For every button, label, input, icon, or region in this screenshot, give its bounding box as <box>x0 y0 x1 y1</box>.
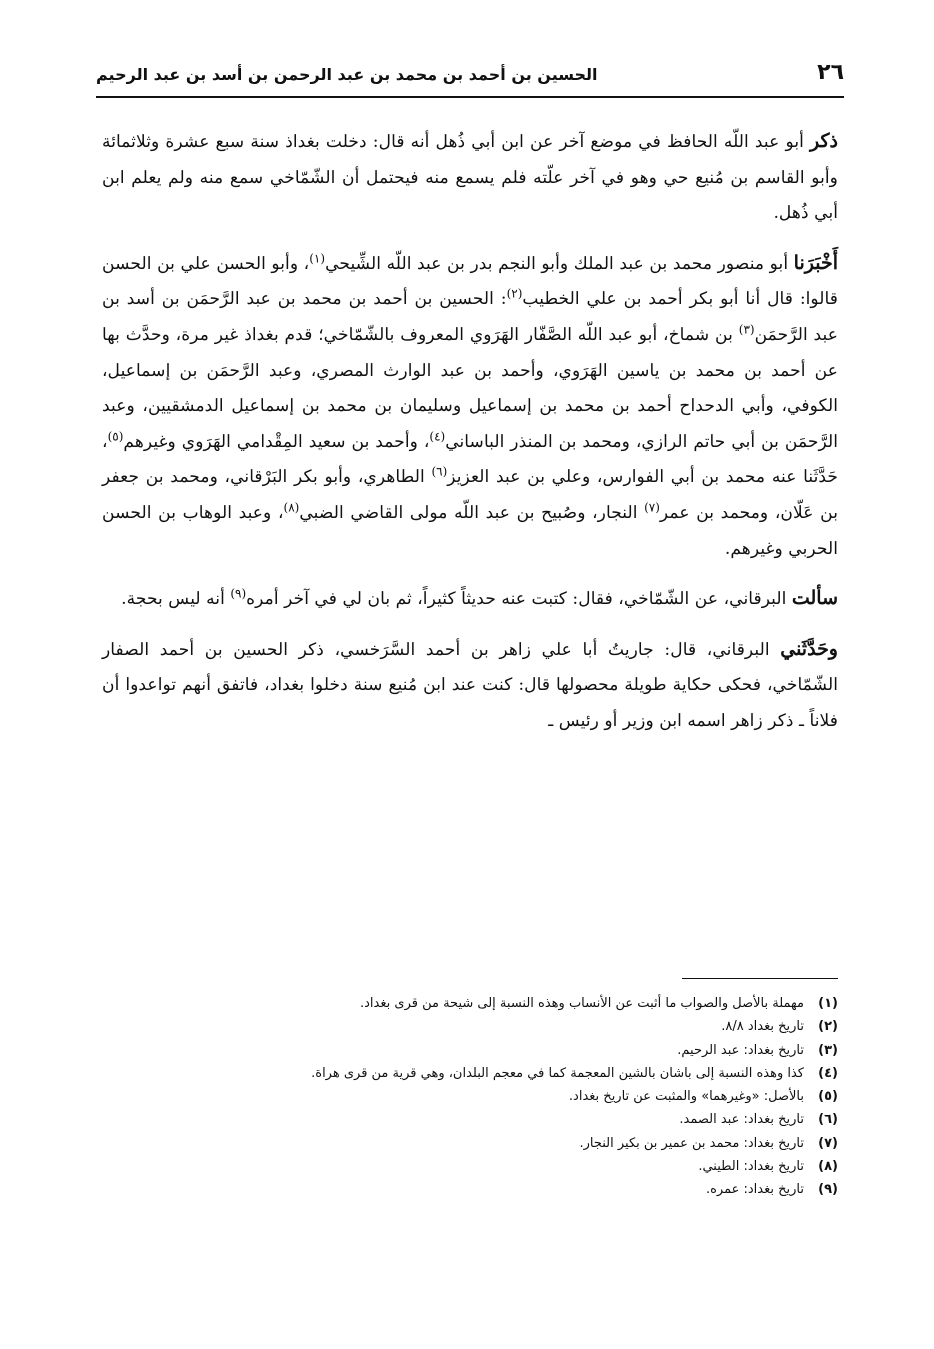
footnote-item <box>98 992 838 1015</box>
paragraph-2 <box>102 246 838 567</box>
footnote-text: تاريخ بغداد ٨/٨. <box>721 1019 804 1035</box>
footnote-number: (٥) <box>818 1089 838 1105</box>
paragraph-3 <box>102 581 838 618</box>
paragraph-text: أبو عبد اللّه الحافظ في موضع آخر عن ابن أبي ذُهل أنه قال: دخلت بغداذ سنة سبع عشرة وثلاثمائة وأبو القاسم بن مُنيع حي وهو في آخر علّته فلم يسمع منه فيحتمل أن الشّمّاخي سمع منه ولم يعلم ابن أبي ذُهل. <box>102 132 838 224</box>
footnote-number: (٧) <box>818 1135 838 1151</box>
paragraph-text: الطاهري، وأبو بكر البَرْقاني، ومحمد بن جعفر بن عَلّان، ومحمد بن عمر <box>102 467 838 523</box>
paragraph-lead-word: ذكر <box>810 130 838 152</box>
footnote-number: (٢) <box>818 1019 838 1035</box>
footnote-divider <box>682 978 838 979</box>
paragraph-1 <box>102 124 838 232</box>
footnote-number: (١) <box>818 996 838 1011</box>
paragraph-lead-word: سألت <box>791 587 838 610</box>
footnote-ref-8[interactable]: (٨) <box>283 500 300 515</box>
footnote-text: تاريخ بغداد: عبد الرحيم. <box>677 1042 804 1058</box>
page-header <box>96 58 844 98</box>
footnote-item <box>98 1039 838 1062</box>
paragraph-text: أنه ليس بحجة. <box>121 589 231 610</box>
footnotes <box>98 992 838 1202</box>
footnote-number: (٩) <box>818 1182 838 1198</box>
footnote-text: تاريخ بغداد: عبد الصمد. <box>679 1112 804 1128</box>
paragraph-text: النجار، وصُبيح بن عبد اللّه مولى القاضي الضبي <box>299 502 645 523</box>
footnote-text: كذا وهذه النسبة إلى باشان بالشين المعجمة كما في معجم البلدان، وهي قرية من قرى هراة. <box>311 1065 804 1081</box>
main-text <box>102 124 838 750</box>
footnote-item <box>98 1015 838 1038</box>
footnote-number: (٨) <box>818 1159 838 1175</box>
footnote-text: تاريخ بغداد: الطيني. <box>698 1159 804 1175</box>
footnote-ref-7[interactable]: (٧) <box>644 500 660 515</box>
footnote-ref-3[interactable]: (٣) <box>738 322 755 337</box>
footnote-text: تاريخ بغداد: عمره. <box>705 1182 804 1198</box>
paragraph-text: بن شماخ، أبو عبد اللّه الصَّفّار الهَرَوي المعروف بالشّمّاخي؛ قدم بغداذ غير مرة، وحدَّث بها عن أحمد بن محمد بن ياسين الهَرَوي، وأحمد بن عبد الوارث المصري، وعبد الرَّحمَن بن إسماعيل، الكوفي، وأبي الدحداح أحمد بن محمد بن إسماعيل وسليمان بن محمد بن إسماعيل الدمشقيين، وعبد الرَّحمَن بن أبي حاتم الرازي، ومحمد بن المنذر الباساني <box>102 324 839 452</box>
footnote-item <box>98 1155 838 1178</box>
footnote-ref-1[interactable]: (١) <box>309 251 326 266</box>
footnote-ref-6[interactable]: (٦) <box>431 464 448 479</box>
footnote-number: (٦) <box>818 1112 838 1128</box>
footnote-text: مهملة بالأصل والصواب ما أثبت عن الأنساب وهذه النسبة إلى شيحة من قرى بغداد. <box>360 996 804 1011</box>
footnote-ref-9[interactable]: (٩) <box>230 586 247 601</box>
footnote-item <box>98 1132 838 1155</box>
footnote-text: تاريخ بغداد: محمد بن عمير بن بكير النجار. <box>579 1135 804 1151</box>
paragraph-text: ، حَدَّثَنا عنه محمد بن أبي الفوارس، وعلي بن عبد العزيز <box>102 431 839 488</box>
footnote-ref-5[interactable]: (٥) <box>107 429 124 444</box>
footnote-ref-4[interactable]: (٤) <box>429 429 446 444</box>
running-title: الحسين بن أحمد بن محمد بن عبد الرحمن بن أسد بن عبد الرحيم <box>96 65 598 84</box>
footnote-ref-2[interactable]: (٢) <box>506 286 523 301</box>
paragraph-text: ، وعبد الوهاب بن الحسن الحربي وغيرهم. <box>102 502 838 559</box>
paragraph-4 <box>102 632 838 740</box>
paragraph-text: ، وأحمد بن سعيد المِقْدامي الهَرَوي وغيرهم <box>123 431 430 452</box>
paragraph-lead-word: أَخْبَرَنا <box>793 251 838 274</box>
footnote-item <box>98 1108 838 1131</box>
footnote-item <box>98 1178 838 1201</box>
page-number: ٢٦ <box>817 60 844 85</box>
footnote-text: بالأصل: «وغيرهما» والمثبت عن تاريخ بغداد. <box>568 1089 804 1105</box>
paragraph-text: : الحسين بن أحمد بن محمد بن عبد الرَّحمَن بن أسد بن عبد الرَّحمَن <box>102 289 838 345</box>
footnote-number: (٣) <box>818 1042 838 1058</box>
paragraph-lead-word: وحَدَّثَني <box>780 637 838 660</box>
footnote-item <box>98 1062 838 1085</box>
paragraph-text: أبو منصور محمد بن عبد الملك وأبو النجم بدر بن عبد اللّه الشِّيحي <box>325 253 789 274</box>
footnote-item <box>98 1085 838 1108</box>
paragraph-text: البرقاني، عن الشّمّاخي، فقال: كتبت عنه حديثاً كثيراً، ثم بان لي في آخر أمره <box>246 589 792 610</box>
paragraph-text: البرقاني، قال: جاريتُ أبا علي زاهر بن أحمد السَّرَخسي، ذكر الحسين بن أحمد الصفار الشّمّاخي، فحكى حكاية طويلة محصولها قال: كنت عند ابن مُنيع سنة دخلوا بغداد، فاتفق أنهم تواعدوا أن فلاناً ـ ذكر زاهر اسمه ابن وزير أو رئيس ـ <box>102 639 838 731</box>
footnote-number: (٤) <box>818 1065 838 1081</box>
paragraph-text: ، وأبو الحسن علي بن الحسن قالوا: قال أنا أبو بكر أحمد بن علي الخطيب <box>102 253 838 310</box>
